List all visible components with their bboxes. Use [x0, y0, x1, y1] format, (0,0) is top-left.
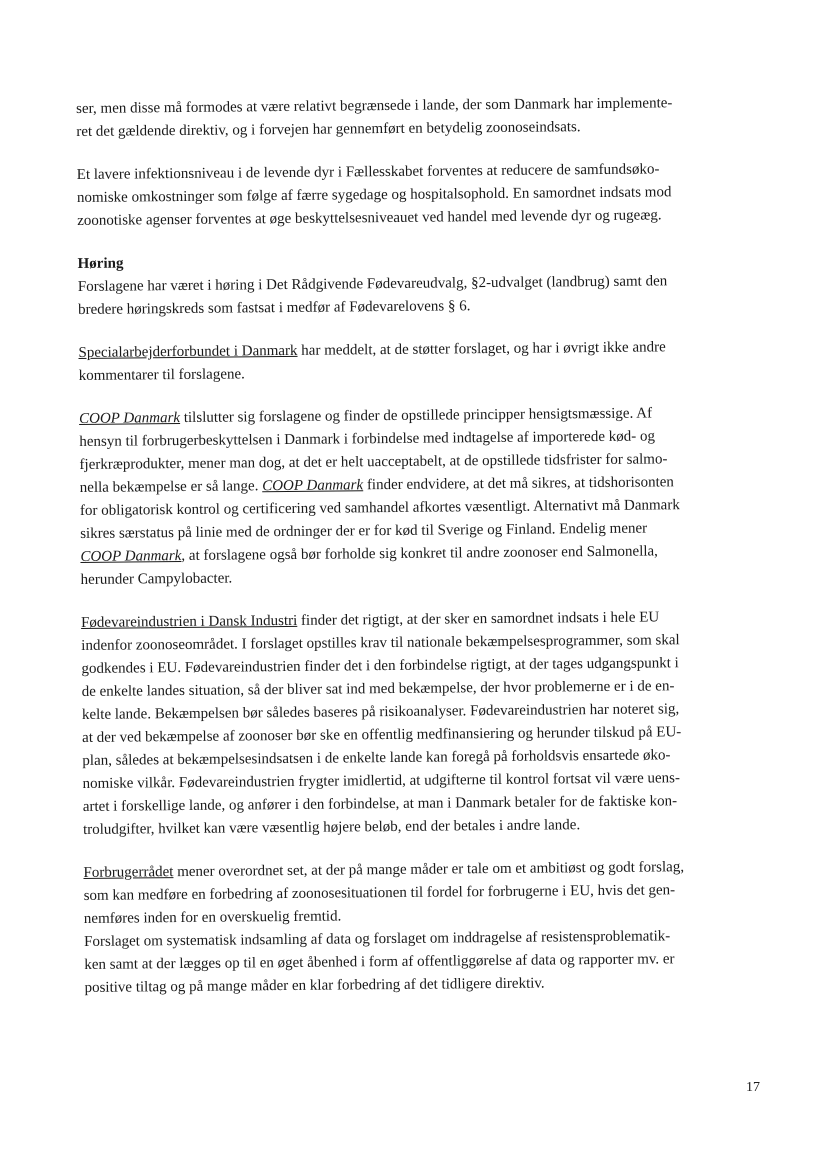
- text-line: fjerkræprodukter, mener man dog, at det er helt uacceptabelt, at de opstillede tidsfrister for salmo-: [79, 451, 668, 473]
- paragraph-specialarbejderforbundet: [78, 335, 768, 388]
- text-line: at der ved bekæmpelse af zoonoser bør ske en offentlig medfinansiering og herunder tilskud på EU-: [82, 724, 682, 746]
- section-hearing: [77, 246, 768, 322]
- page-number: 17: [746, 1080, 760, 1095]
- text-line: for obligatorisk kontrol og certificering ved samhandel afkortes væsentligt. Alternativt må Danmark: [79, 497, 680, 519]
- text-line: artet i forskellige lande, og anfører i den forbindelse, at man i Danmark betaler for de faktiske kon-: [82, 793, 678, 815]
- text-segment: finder endvidere, at det må sikres, at tidshorisonten: [363, 474, 674, 494]
- section-heading: Høring: [77, 255, 124, 272]
- paragraph-intro: [76, 91, 766, 144]
- text-line: godkendes i EU. Fødevareindustrien finder det i den forbindelse rigtigt, at der tages udgangspunkt i: [81, 655, 679, 677]
- text-line: Forslaget om systematisk indsamling af data og forslaget om inddragelse af resistensproblematik-: [84, 928, 671, 950]
- organization-name: COOP Danmark: [79, 410, 181, 427]
- text-line: nomiske vilkår. Fødevareindustrien frygter imidlertid, at udgifterne til kontrol fortsat vil være uens-: [82, 770, 681, 792]
- text-segment: finder det rigtigt, at der sker en samordnet indsats i hele EU: [297, 609, 660, 629]
- text-segment: har meddelt, at de støtter forslaget, og har i øvrigt ikke andre: [297, 339, 666, 359]
- organization-name: Fødevareindustrien i Dansk Industri: [80, 612, 298, 631]
- text-segment: mener overordnet set, at der på mange måder er tale om et ambitiøst og godt forslag,: [173, 859, 685, 881]
- organization-name: Specialarbejderforbundet i Danmark: [78, 342, 298, 361]
- text-segment: tilslutter sig forslagene og finder de opstillede principper hensigtsmæssige. Af: [179, 405, 653, 427]
- text-line: ret det gældende direktiv, og i forvejen har gennemført en betydelig zoonoseindsats.: [76, 119, 581, 140]
- text-line: plan, således at bekæmpelsesindsatsen i de enkelte lande kan foregå på forholdsvis ensartede øko-: [82, 747, 671, 769]
- text-line: troludgifter, hvilket kan være væsentlig højere beløb, end der betales i andre lande.: [82, 817, 581, 838]
- paragraph-resistance: [84, 924, 775, 1000]
- text-line: Et lavere infektionsniveau i de levende dyr i Fællesskabet forventes at reducere de samfundsøko-: [76, 161, 660, 183]
- text-line: kelte lande. Bekæmpelsen bør således baseres på risikoanalyser. Fødevareindustrien har noteret sig,: [81, 701, 680, 723]
- organization-name: COOP Danmark: [80, 548, 182, 565]
- text-segment: , at forslagene også bør forholde sig konkret til andre zoonoser end Salmonella,: [181, 543, 658, 565]
- text-line: positive tiltag og på mange måder en klar forbedring af det tidligere direktiv.: [84, 975, 545, 996]
- text-line: hensyn til forbrugerbeskyttelsen i Danmark i forbindelse med indtagelse af importerede kød- og: [79, 428, 656, 450]
- text-line: ken samt at der lægges op til en øget åbenhed i form af offentliggørelse af data og rapporter mv. er: [84, 951, 675, 973]
- text-line: nomiske omkostninger som følge af færre sygedage og hospitalsophold. En samordnet indsats mod: [76, 184, 672, 206]
- paragraph-coop: [79, 401, 771, 592]
- paragraph-foedevareindustrien: [81, 605, 773, 842]
- text-line: sikres særstatus på linie med de ordninger der er for kød til Sverige og Finland. Endelig mener: [80, 520, 648, 542]
- text-line: nemføres inden for en overskuelig fremtid.: [83, 908, 342, 927]
- text-line: Forslagene har været i høring i Det Rådgivende Fødevareudvalg, §2-udvalget (landbrug) samt den: [77, 273, 668, 295]
- text-line: de enkelte landes situation, så der bliver sat ind med bekæmpelse, der hvor problemerne er i de en-: [81, 678, 675, 700]
- text-line: herunder Campylobacter.: [80, 570, 233, 588]
- text-line: kommentarer til forslagene.: [78, 366, 245, 384]
- document-body: [76, 91, 775, 1020]
- organization-name: COOP Danmark: [262, 477, 364, 495]
- text-segment: nella bekæmpelse er så lange.: [79, 478, 263, 496]
- text-line: ser, men disse må formodes at være relativt begrænsede i lande, der som Danmark har implemente-: [76, 95, 673, 117]
- paragraph-infection-level: [77, 157, 768, 233]
- paragraph-forbrugerraadet: [83, 855, 774, 931]
- text-line: zoonotiske agenser forventes at øge beskyttelsesniveauet ved handel med levende dyr og rugeæg.: [77, 207, 662, 229]
- text-line: bredere høringskreds som fastsat i medfør af Fødevarelovens § 6.: [77, 298, 471, 318]
- organization-name: Forbrugerrådet: [83, 864, 174, 881]
- text-line: som kan medføre en forbedring af zoonosesituationen til fordel for forbrugerne i EU, hvis det gen-: [83, 882, 676, 904]
- text-line: indenfor zoonoseområdet. I forslaget opstilles krav til nationale bekæmpelsesprogrammer, som skal: [81, 632, 680, 654]
